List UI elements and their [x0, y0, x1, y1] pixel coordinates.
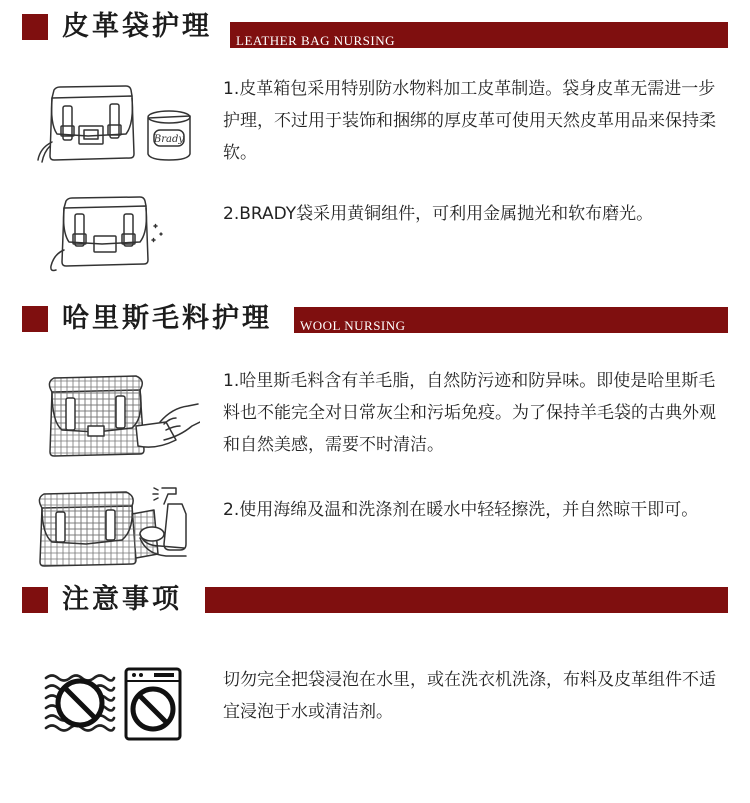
- section-banner: [294, 307, 728, 333]
- jar-label: Brady: [153, 134, 185, 145]
- leather-paragraph-2: 2.BRADY袋采用黄铜组件，可利用金属抛光和软布磨光。: [223, 204, 654, 224]
- leather-bag-polish-illustration: [42, 196, 167, 276]
- section-banner: [205, 587, 728, 613]
- section-marker: [22, 587, 48, 613]
- section-title: 皮革袋护理: [62, 11, 212, 42]
- section-banner: [230, 22, 728, 48]
- wool-section-header: [0, 303, 750, 337]
- wool-paragraph-2: 2.使用海绵及温和洗涤剂在暖水中轻轻擦洗，并自然晾干即可。: [223, 500, 699, 520]
- section-marker: [22, 14, 48, 40]
- notice-paragraph: 切勿完全把袋浸泡在水里，或在洗衣机洗涤，布料及皮革组件不适宜浸泡于水或清洁剂。: [223, 670, 716, 722]
- leather-bag-with-jar-illustration: [30, 84, 205, 166]
- wool-bag-wiping-illustration: [40, 366, 200, 466]
- section-subtitle: WOOL NURSING: [300, 318, 406, 333]
- leather-section-header: [0, 10, 750, 48]
- section-subtitle: LEATHER BAG NURSING: [236, 33, 395, 48]
- section-marker: [22, 306, 48, 332]
- leather-paragraph-1: 1.皮革箱包采用特别防水物料加工皮革制造。袋身皮革无需进一步护理，不过用于装饰和捆绑的厚皮革可使用天然皮革用品来保持柔软。: [223, 79, 716, 163]
- section-title: 哈里斯毛料护理: [62, 303, 272, 334]
- section-title: 注意事项: [62, 584, 182, 615]
- no-soaking-icon: [44, 670, 116, 738]
- no-washing-machine-icon: [124, 667, 182, 741]
- wool-paragraph-1: 1.哈里斯毛料含有羊毛脂，自然防污迹和防异味。即使是哈里斯毛料也不能完全对日常灰尘和污垢免疫。为了保持羊毛袋的古典外观和自然美感，需要不时清洁。: [223, 371, 716, 455]
- wool-bag-washing-illustration: [36, 484, 196, 569]
- notice-section-header: [0, 585, 750, 619]
